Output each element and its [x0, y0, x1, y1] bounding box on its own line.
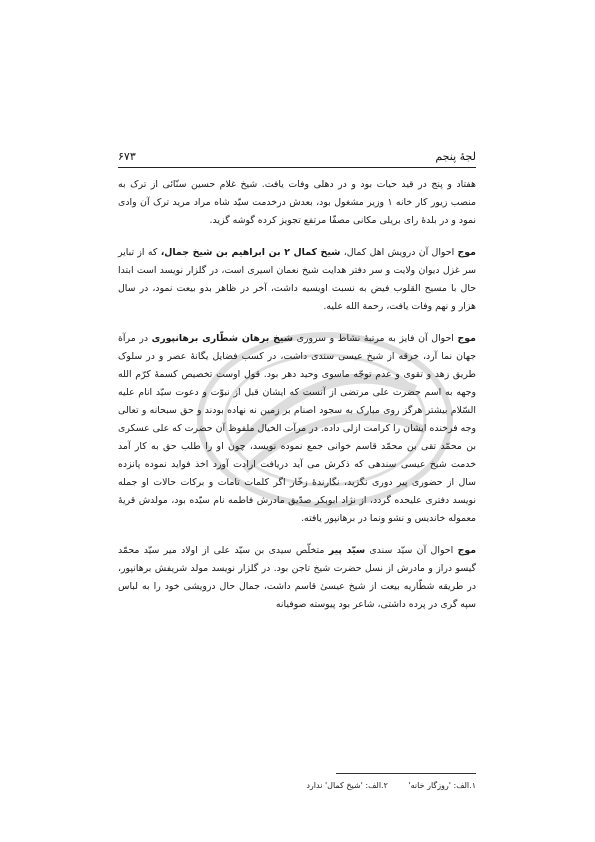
paragraph	[118, 542, 476, 614]
paragraph-text: متخلّص سیدی بن سیّد علی از اولاد میر سیّد محمّد گیسو دراز و مادرش از نسل حضرت شیخ تاجن بود. در گلزار نویسد مولد شریفش برهانپور، در طریقه شطّاریه بیعت از شیخ عیسیٰ قاسم داشت، جمال حال درویشی خود را به لباس سپه گری در پرده داشتی، شاعر بود پیوسته صوفیانه	[118, 545, 476, 610]
footnote-rule	[336, 773, 476, 774]
footnote: ۱.الف: 'روزگار خانه'	[408, 781, 476, 790]
page-number: ۶۷۳	[118, 150, 136, 163]
chapter-title: لجهٔ پنجم	[435, 150, 476, 163]
paragraph-text: در مرآة جهان نما آرد، خرقه از شیخ عیسی سندی داشت، در کسب فضایل یگانهٔ عصر و در سلوک طریق زهد و تقوی و عدم توجّه ماسوی وحید دهر بود. قول اوست تخصیص کسمهٔ کرّم الله وجهه به اسم حضرت علی مرتضی از آنست که ایشان قبل از نبوّت و دعوت سیّد انام علیه السّلام بیشتر هرگز روی مبارک به سجود اصنام بر زمین نه نهاده بودند و حق سبحانه و تعالی وجه فرخنده ایشان را کرامت ازلی داده. در مرآت الخیال ملفوظ آن حضرت که علی عسکری بن محمّد تقی بن محمّد قاسم خوانی جمع نموده نویسد، چون او را طلب حق به کار آمد خدمت شیخ عیسی سندهی که ذکرش می آید دریافت ارادت آورد اخذ فواید نموده پانزده سال از حضوری پیر دوری نگزید، نگارندهٔ زخّار اگر کلمات تامات و برکات حالات او جمله نویسد دفتری علیحده گردد، از نژاد ابوبکر صدّیق مادرش فاطمه نام سیّده بود، مولدش قریهٔ معموله خاندیس و نشو ونما در برهانپور یافته.	[118, 333, 476, 524]
header-rule	[118, 167, 476, 168]
paragraph-intro: احوال آن درویش اهل کمال،	[340, 247, 455, 258]
paragraph-lead: موج	[457, 545, 477, 556]
paragraph-text: هفتاد و پنج در قید حیات بود و در دهلی وفات یافت. شیخ غلام حسین سنّائی از ترک به منصب زیور کار خانه ۱ وزیر مشغول بود، بعدش درخدمت سیّد شاه مراد مرید ترک آن وادی نمود و در بلدهٔ رای بریلی مکانی مصفّا مرتفع تجویز کرده گوشه گزید.	[118, 179, 476, 226]
person-name: سیّد پیر	[328, 545, 366, 556]
footnotes	[118, 781, 476, 790]
person-name: شیخ برهان شطّاری برهانپوری	[151, 333, 293, 344]
paragraph-intro: احوال آن سیّد سندی	[365, 545, 454, 556]
paragraph-intro: احوال آن فایز به مرتبهٔ نشاط و سروری	[292, 333, 454, 344]
footnote: ۲.الف: 'شیخ کمال' ندارد	[306, 781, 388, 790]
paragraph-text: که از تبایر سر غزل دیوان ولایت و سر دفتر هدایت شیخ نعمان اسیری است، در گلزار نویسد است ابتدا حال با مسیح القلوب فیض به نسبت اویسیه داشت، آخر در ظاهر بدو بیعت نمود، در سال هزار و نهم وفات یافت، رحمة الله علیه.	[118, 247, 476, 312]
paragraph-lead: موج	[457, 247, 476, 258]
paragraph	[118, 330, 476, 528]
person-name: شیخ کمال ۲ بن ابراهیم بن شیخ جمال،	[160, 247, 341, 258]
paragraph	[118, 176, 476, 230]
paragraph-lead: موج	[457, 333, 476, 344]
body-text	[118, 176, 476, 614]
paragraph	[118, 244, 476, 316]
